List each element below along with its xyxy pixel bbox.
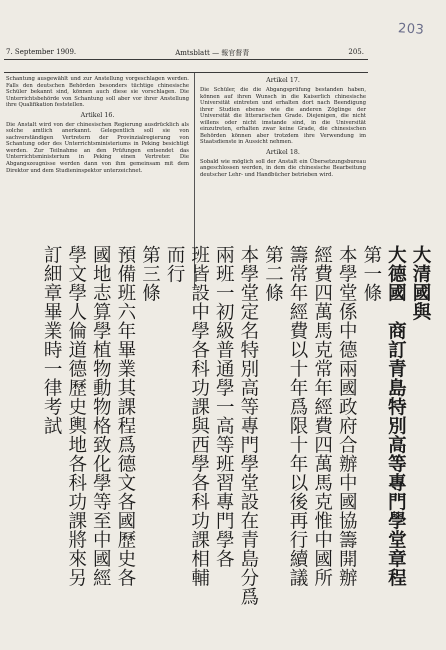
chinese-text-line: 訂細章畢業時一律考試 [41,245,63,435]
german-right-column [200,76,366,179]
page-header [6,48,364,58]
article-16-text: Die Anstalt wird von der chinesischen Regierung ausdrücklich als solche amtlich anerkannt. Gelegentlich soll sie von sachverständigen Vertretern der Provinzialregierung von Schantung oder des Unterrichtsministeriums in Peking besichtigt werden. Zur Teilnahme an den Prüfungen entsendet das Unterrichtsministerium in Peking einen Vertreter. Die Abgangszeugnisse werden dann von ihm gemeinsam mit dem Direktor und dem Studieninspektor unterzeichnet. [6,121,189,174]
header-rule-lower [4,72,368,73]
chinese-text-line: 而行 [164,245,186,283]
chinese-text-line: 籌常年經費以十年爲限十年以後再行續議 [287,245,309,587]
header-rule [4,59,368,60]
chinese-text-line: 兩班一初級普通學一高等班習專門學各 [213,245,235,568]
article-17-heading: Artikel 17. [266,77,300,84]
chinese-article-3-heading: 第三條 [139,245,161,302]
chinese-article-2-heading: 第二條 [262,245,284,302]
article-16-heading: Artikel 16. [80,111,115,119]
chinese-article-1-heading: 第一條 [360,245,382,302]
chinese-text-line: 學文學人倫道德歷史輿地各科功課將來另 [65,245,87,587]
header-date: 7. September 1909. [6,48,77,56]
article-17-text: Die Schüler, die die Abgangsprüfung bestanden haben, können auf ihren Wunsch in die Kaiserlich chinesische Universität eintreten und erhalten dort nach Beendigung ihrer Studien ebenso wie die anderen Zöglinge der Universität die litterarischen Grade. Diejenigen, die nicht willens oder nicht imstande sind, in die Universität einzutreten, erhalten zwar keine Grade, die chinesischen Behörden können aber trotzdem ihre Verwendung im Staatsdienste in Aussicht nehmen. [200,87,366,146]
chinese-regulations-text [39,245,433,645]
paragraph-intro: Schantung ausgewählt und zur Anstellung vorgeschlagen werden. Falls den deutschen Behörden besonders tüchtige chinesische Schüler bekannt sind, können auch diese sie vorschlagen. Die Unterrichtsbehörde von Schantung soll aber vor ihrer Anstellung ihre Qualifikation feststellen. [6,76,189,109]
handwritten-page-number: 203 [397,21,425,38]
chinese-text-line: 本學堂定名特別高等專門學堂設在青島分爲 [237,245,259,606]
article-18-text: Sobald wie möglich soll der Anstalt ein Übersetzungsbureau angeschlossen werden, in dem die chinesische Bearbeitung deutscher Lehr- und Handbücher betrieben wird. [200,158,366,179]
chinese-title-line-1: 大清國與 [410,245,431,321]
chinese-text-line: 班皆設中學各科功課與西學各科功課相輔 [188,245,210,587]
chinese-text-line: 經費四萬馬克常年經費四萬馬克惟中國所 [311,245,333,587]
chinese-text-line: 國地志算學植物動物格致化學等至中國經 [90,245,112,587]
chinese-text-line: 本學堂係中德兩國政府合辦中國協籌開辦 [336,245,358,587]
header-page-number: 205. [348,48,364,56]
header-title: Amtsblatt — 報官督青 [175,49,250,57]
german-left-column [6,76,189,174]
article-18-heading: Artikel 18. [266,148,300,156]
chinese-text-line: 預備班六年畢業其課程爲德文各國歷史各 [114,245,136,587]
chinese-title-line-2: 大德國 商訂青島特別高等專門學堂章程 [385,245,407,587]
